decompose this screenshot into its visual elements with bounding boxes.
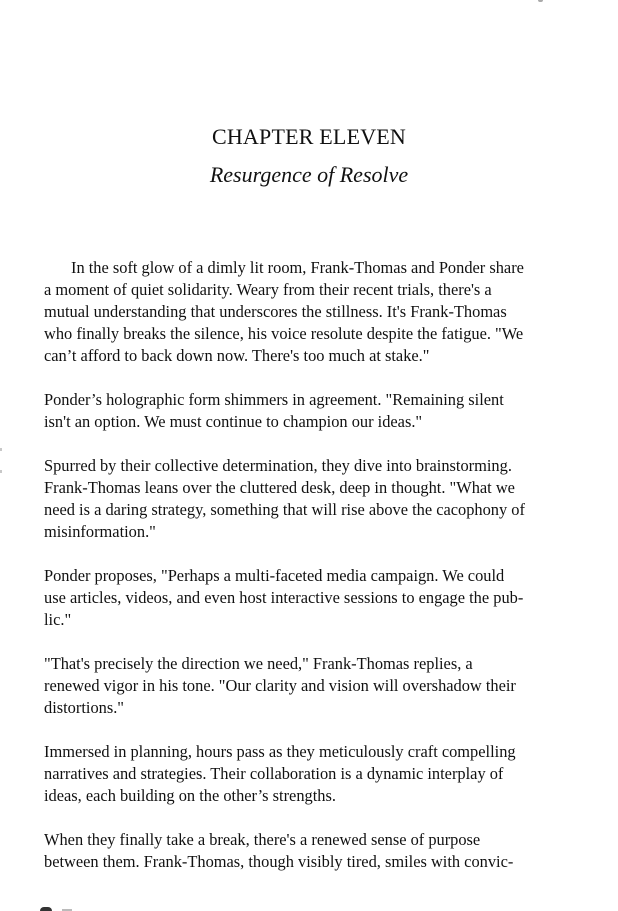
page-footer-mark [40,907,52,911]
text-line: In the soft glow of a dimly lit room, Frank-Thomas and Ponder share [71,258,524,277]
text-line: lic." [44,610,72,629]
paragraph [44,257,584,367]
paragraph [44,829,584,873]
text-line: between them. Frank-Thomas, though visibly tired, smiles with convic- [44,852,514,871]
text-line: Ponder’s holographic form shimmers in agreement. "Remaining silent [44,390,504,409]
chapter-body [44,257,584,895]
chapter-subtitle: Resurgence of Resolve [209,162,409,187]
text-line: Spurred by their collective determination, they dive into brainstorming. [44,456,512,475]
paragraph [44,389,584,433]
text-line: Ponder proposes, "Perhaps a multi-faceted media campaign. We could [44,566,505,585]
text-line: narratives and strategies. Their collaboration is a dynamic interplay of [44,764,504,783]
text-line: Immersed in planning, hours pass as they meticulously craft compelling [44,742,516,761]
text-line: who finally breaks the silence, his voice resolute despite the fatigue. "We [44,324,524,343]
page-edge-mark [0,470,2,473]
text-line: need is a daring strategy, something that will rise above the cacophony of [44,500,525,519]
paragraph [44,653,584,719]
text-line: use articles, videos, and even host interactive sessions to engage the pub- [44,588,524,607]
text-line: renewed vigor in his tone. "Our clarity and vision will overshadow their [44,676,516,695]
text-line: isn't an option. We must continue to champion our ideas." [44,412,423,431]
paragraph [44,565,584,631]
chapter-title: CHAPTER ELEVEN [211,124,407,149]
paragraph [44,455,584,543]
text-line: Frank-Thomas leans over the cluttered desk, deep in thought. "What we [44,478,515,497]
text-line: ideas, each building on the other’s strengths. [44,786,336,805]
paragraph [44,741,584,807]
page-edge-mark [538,0,543,2]
text-line: When they finally take a break, there's a renewed sense of purpose [44,830,481,849]
text-line: distortions." [44,698,125,717]
text-line: "That's precisely the direction we need," Frank-Thomas replies, a [44,654,473,673]
page-edge-mark [0,448,2,451]
text-line: mutual understanding that underscores the stillness. It's Frank-Thomas [44,302,507,321]
text-line: a moment of quiet solidarity. Weary from their recent trials, there's a [44,280,492,299]
text-line: can’t afford to back down now. There's too much at stake." [44,346,430,365]
text-line: misinformation." [44,522,156,541]
